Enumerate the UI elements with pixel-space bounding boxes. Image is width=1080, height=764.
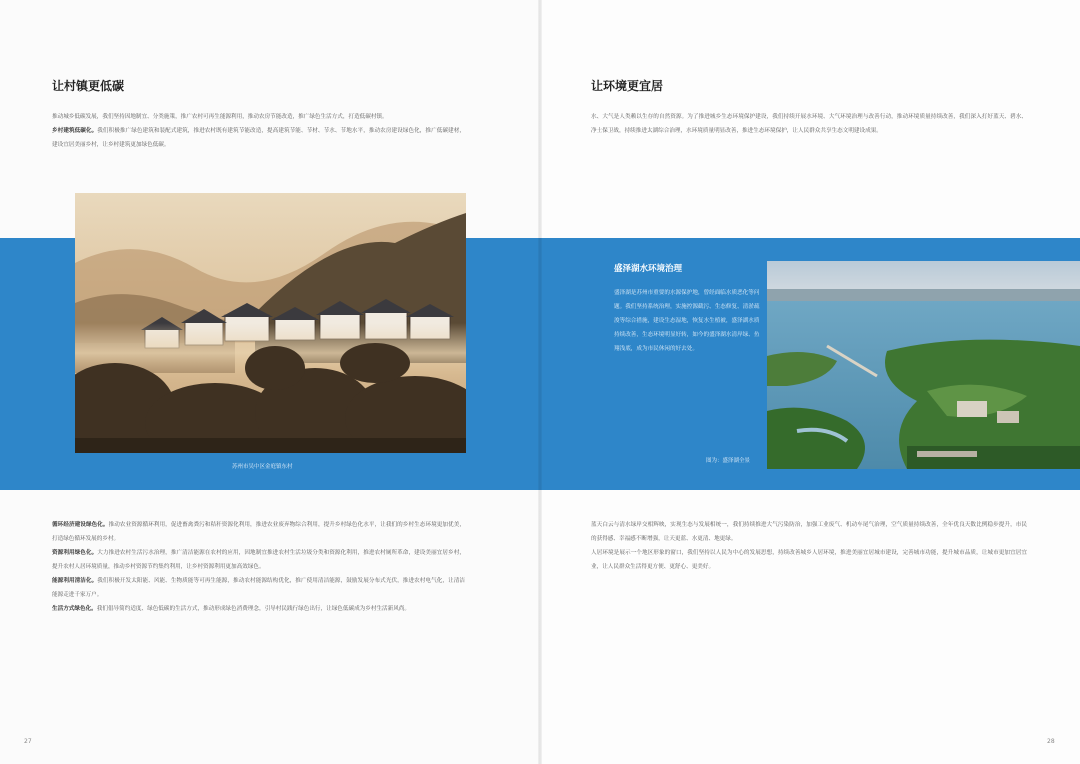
village-photo [75, 193, 466, 453]
left-bottom-para-3: 我们积极开发太阳能、风能、生物质能等可再生能源，推动农村能源结构优化，推广使用清洁能源，鼓励发展分布式光伏，推进农村电气化，让清洁能源走进千家万户。 [52, 578, 465, 598]
left-bottom-para-4: 我们倡导简约适度、绿色低碳的生活方式，推动形成绿色消费理念，引导村民践行绿色出行，让绿色低碳成为乡村生活新风尚。 [96, 606, 411, 612]
left-intro-lead: 乡村建筑低碳化。 [52, 128, 98, 134]
right-intro-text: 水、大气是人类赖以生存的自然资源。为了推进城乡生态环境保护建设，我们持续开展水环境、大气环境治理与改善行动，推动环境质量持续改善，我们深入打好蓝天、碧水、净土保卫战，持续推进太湖综合治理，水环境质量明显改善，推进生态环境保护，让人民群众共享生态文明建设成果。 [591, 114, 1027, 134]
right-heading: 让环境更宜居 [591, 79, 664, 93]
left-bottom-lead-4: 生活方式绿色化。 [52, 606, 97, 612]
left-heading: 让村镇更低碳 [52, 79, 125, 93]
left-bottom-text [52, 518, 465, 718]
left-intro-para: 推动城乡低碳发展，我们坚持因地制宜、分类施策，推广农村可再生能源利用，推动农房节能改造，推广绿色生活方式，打造低碳村镇。 [52, 114, 388, 120]
page-spine [538, 0, 542, 764]
page-number-right: 28 [1047, 738, 1055, 745]
box-title: 盛泽湖水环境治理 [614, 264, 683, 274]
lake-photo-caption: 图为：盛泽湖全景 [706, 458, 751, 464]
left-bottom-para-2: 大力推进农村生活污水治理，推广清洁能源在农村的应用，因地制宜推进农村生活垃圾分类和资源化利用，推进农村厕所革命，建设美丽宜居乡村，提升农村人居环境质量，推动乡村资源节约集约利用，让乡村资源利用更加高效绿色。 [52, 550, 465, 570]
left-intro-para-2: 我们积极推广绿色建筑和装配式建筑，推进农村既有建筑节能改造，提高建筑节能、节材、节水、节地水平，推动农房建设绿色化，推广低碳建材，建设宜居美丽乡村，让乡村建筑更加绿色低碳。 [52, 128, 465, 148]
right-bottom-para-1: 蓝天白云与清水绿岸交相辉映，实现生态与发展相统一，我们持续推进大气污染防治，加强工业废气、机动车尾气治理，空气质量持续改善，全年优良天数比例稳步提升，市民的获得感、幸福感不断增强，让天更蓝、水更清、地更绿。 [591, 522, 1027, 542]
box-text: 盛泽湖是苏州市重要的水源保护地，曾经面临水质恶化等问题。我们坚持系统治理，实施控源截污、生态修复、清淤疏浚等综合措施，建设生态湿地，恢复水生植被，盛泽湖水质持续改善，生态环境明显好转，如今的盛泽湖水清岸绿、鱼翔浅底，成为市民休闲的好去处。 [614, 290, 760, 352]
lake-photo [767, 261, 1080, 469]
left-bottom-lead-1: 循环经济建设绿色化。 [52, 522, 109, 528]
left-bottom-para-1: 推动农业资源循环利用，促进畜禽粪污和秸秆资源化利用，推进农业废弃物综合利用，提升乡村绿色化水平，让我们的乡村生态环境更加优美，打造绿色循环发展的乡村。 [52, 522, 465, 542]
left-intro-text [52, 110, 465, 174]
left-bottom-lead-3: 能源利用清洁化。 [52, 578, 98, 584]
left-bottom-lead-2: 资源利用绿色化。 [52, 550, 98, 556]
page-number-left: 27 [24, 738, 32, 745]
right-bottom-text [591, 518, 1027, 638]
right-bottom-para-2: 人居环境是展示一个地区形象的窗口，我们坚持以人民为中心的发展思想，持续改善城乡人居环境，推进美丽宜居城市建设，完善城市功能，提升城市品质，让城市更加宜居宜业，让人民群众生活得更方便、更舒心、更美好。 [591, 550, 1027, 570]
village-photo-caption: 苏州市吴中区金庭镇东村 [232, 464, 293, 470]
